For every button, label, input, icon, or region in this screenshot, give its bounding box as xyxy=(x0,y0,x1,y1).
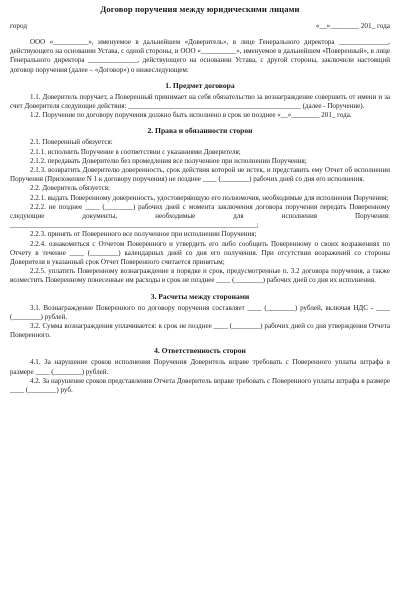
section-title: 4. Ответственность сторон xyxy=(154,346,246,356)
clause: 2.1.3. возвратить Доверителю доверенность, срок действия которой не истек, и представить ему Отчет об исполнении Поручения (Приложение N 1 к договору поручения) не позднее ____ (________) рабочих дней со дня его исполнения. xyxy=(10,166,390,184)
clause: 1.1. Доверитель поручает, а Поверенный принимает на себя обязательство за вознаграждение совершить от имени и за счет Доверителя следующие действия: _________________________________________________ (далее - Поручение). xyxy=(10,92,390,111)
intro-paragraph: ООО «__________», именуемое в дальнейшем «Доверитель», в лице Генерального директора ______________, действующего на основании Устава, с одной стороны, и ООО «__________», именуемое в дальнейшем «Поверенный», в лице Генерального директора ______________, действующего на основании Устава, с другой стороны, заключили настоящий договор поручения (далее – «Договор») о нижеследующем: xyxy=(10,38,390,74)
contract-date: «__»________ 201_ года xyxy=(315,22,390,30)
clause: 2.2.3. принять от Поверенного все полученное при исполнении Поручения; xyxy=(30,230,257,239)
clause: 2.2.5. уплатить Поверенному вознаграждение в порядке и срок, предусмотренные п. 3.2 договора поручения, а также возместить Поверенному понесенные им расходы в срок не позднее ____ (________) рабочих дней со дня их исполнения. xyxy=(10,267,390,285)
clause: 2.1.2. передавать Доверителю без промедления все полученное при исполнении Поручения; xyxy=(30,156,307,165)
clause: 2.2.2. не позднее ____ (________) рабочих дней с момента заключения договора поручения передать Поверенному следующие документы, необходимые для исполнения Поручения: ______________________________________________________________________; xyxy=(10,202,390,230)
clause: 2.2. Доверитель обязуется: xyxy=(30,184,110,193)
section-title: 1. Предмет договора xyxy=(165,80,235,90)
section-title: 2. Права и обязанности сторон xyxy=(147,126,253,136)
section-title: 3. Расчеты между сторонами xyxy=(150,291,250,301)
city-label: город xyxy=(10,22,27,30)
clause: 2.2.1. выдать Поверенному доверенность, удостоверяющую его полномочия, необходимые для исполнения Поручения; xyxy=(30,193,389,202)
clause: 2.1. Поверенный обязуется: xyxy=(30,138,113,147)
document-title: Договор поручения между юридическими лицами xyxy=(100,4,300,14)
clause: 3.1. Вознаграждение Поверенного по договору поручения составляет ____ (________) рублей, включая НДС - ____ (________) рублей. xyxy=(10,303,390,321)
clause: 4.1. За нарушение сроков исполнения Поручения Доверитель вправе требовать с Поверенного уплаты штрафа в размере ____ (________) рублей. xyxy=(10,358,390,376)
clause: 4.2. За нарушение сроков представления Отчета Доверитель вправе требовать с Поверенного уплаты штрафа в размере ____ (________) руб. xyxy=(10,376,390,395)
clause: 3.2. Сумма вознаграждения уплачивается: в срок не позднее ____ (________) рабочих дней со дня утверждения Отчета Поверенного. xyxy=(10,322,390,340)
clause: 1.2. Поручение по договору поручения должно быть исполнено в срок не позднее «__»________ 201_ года. xyxy=(30,111,352,120)
clause: 2.1.1. исполнить Поручение в соответствии с указаниями Доверителя; xyxy=(30,147,241,156)
city-date-row xyxy=(10,22,390,30)
clause: 2.2.4. ознакомиться с Отчетом Поверенного и утвердить его либо сообщить Поверенному о своих возражениях по Отчету в течение ____ (________) календарных дней со дня его получения. При отсутствии возражений со стороны Доверителя в указанный срок Отчет Поверенного считается принятым; xyxy=(10,239,390,267)
